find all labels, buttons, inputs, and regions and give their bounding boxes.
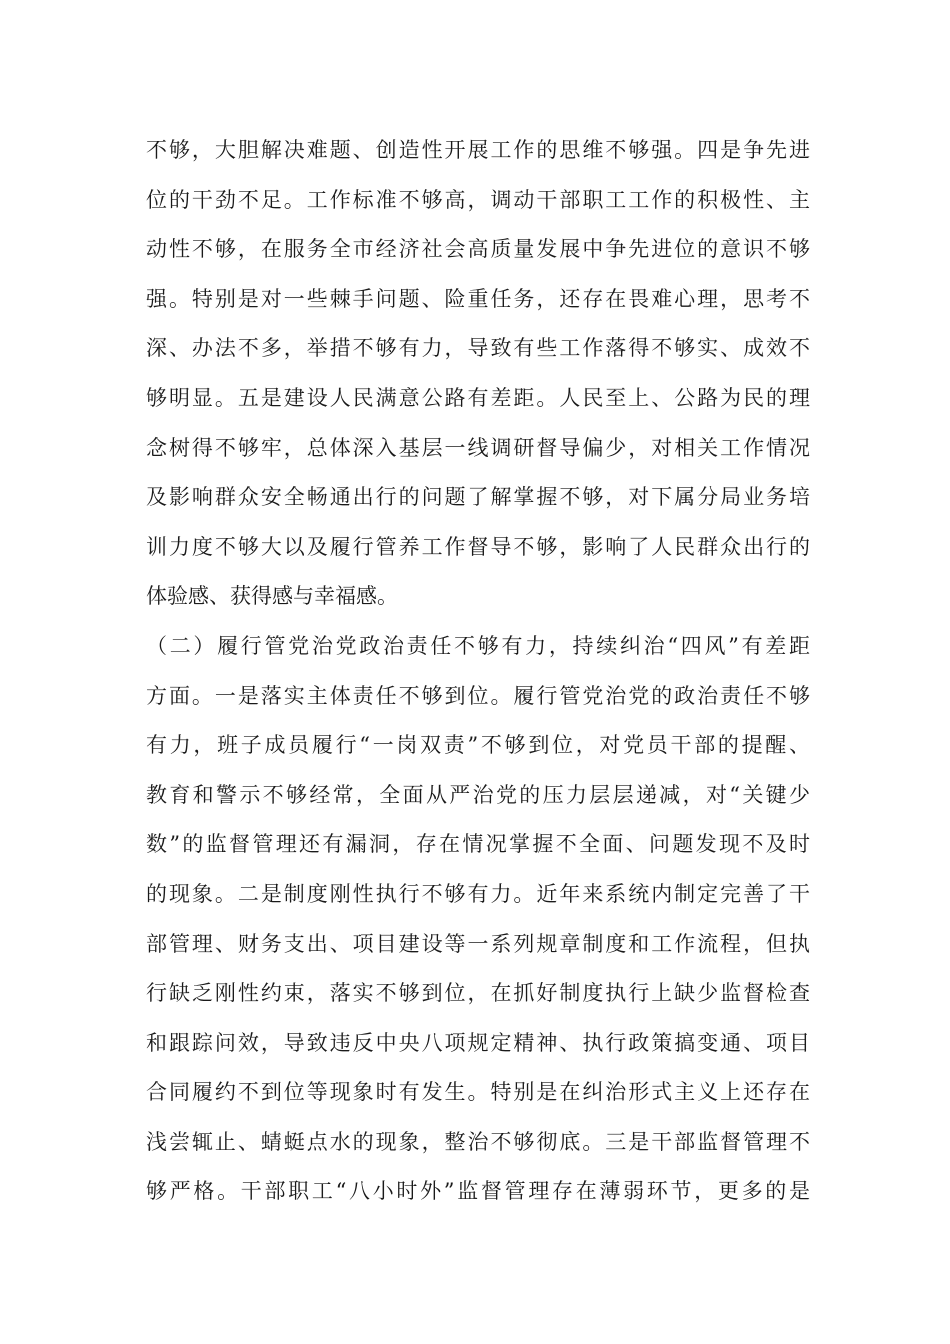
text-line: 够严格。干部职工“八小时外”监督管理存在薄弱环节，更多的是 — [146, 1179, 810, 1204]
text-line: 教育和警示不够经常，全面从严治党的压力层层递减，对“关键少 — [146, 782, 810, 807]
section-heading-line: （二）履行管党治党政治责任不够有力，持续纠治“四风”有差距 — [146, 633, 810, 658]
paragraph-end-line: 体验感、获得感与幸福感。 — [146, 584, 398, 609]
text-line: 部管理、财务支出、项目建设等一系列规章制度和工作流程，但执 — [146, 931, 810, 956]
document-body — [146, 126, 810, 1217]
text-line: 动性不够，在服务全市经济社会高质量发展中争先进位的意识不够 — [146, 237, 810, 262]
text-line: 的现象。二是制度刚性执行不够有力。近年来系统内制定完善了干 — [146, 881, 810, 906]
text-line: 数”的监督管理还有漏洞，存在情况掌握不全面、问题发现不及时 — [146, 832, 810, 857]
text-line: 够明显。五是建设人民满意公路有差距。人民至上、公路为民的理 — [146, 385, 810, 410]
text-line: 深、办法不多，举措不够有力，导致有些工作落得不够实、成效不 — [146, 336, 810, 361]
text-line: 位的干劲不足。工作标准不够高，调动干部职工工作的积极性、主 — [146, 187, 810, 212]
text-line: 不够，大胆解决难题、创造性开展工作的思维不够强。四是争先进 — [146, 138, 810, 162]
text-line: 方面。一是落实主体责任不够到位。履行管党治党的政治责任不够 — [146, 683, 810, 708]
text-line: 浅尝辄止、蜻蜓点水的现象，整治不够彻底。三是干部监督管理不 — [146, 1129, 810, 1154]
text-line: 训力度不够大以及履行管养工作督导不够，影响了人民群众出行的 — [146, 534, 810, 559]
text-line: 有力，班子成员履行“一岗双责”不够到位，对党员干部的提醒、 — [146, 733, 810, 758]
text-line: 及影响群众安全畅通出行的问题了解掌握不够，对下属分局业务培 — [146, 485, 810, 510]
text-line: 和跟踪问效，导致违反中央八项规定精神、执行政策搞变通、项目 — [146, 1030, 810, 1055]
text-line: 念树得不够牢，总体深入基层一线调研督导偏少，对相关工作情况 — [146, 435, 810, 460]
text-line: 行缺乏刚性约束，落实不够到位，在抓好制度执行上缺少监督检查 — [146, 981, 810, 1006]
text-line: 强。特别是对一些棘手问题、险重任务，还存在畏难心理，思考不 — [146, 286, 810, 311]
text-line: 合同履约不到位等现象时有发生。特别是在纠治形式主义上还存在 — [146, 1080, 810, 1105]
